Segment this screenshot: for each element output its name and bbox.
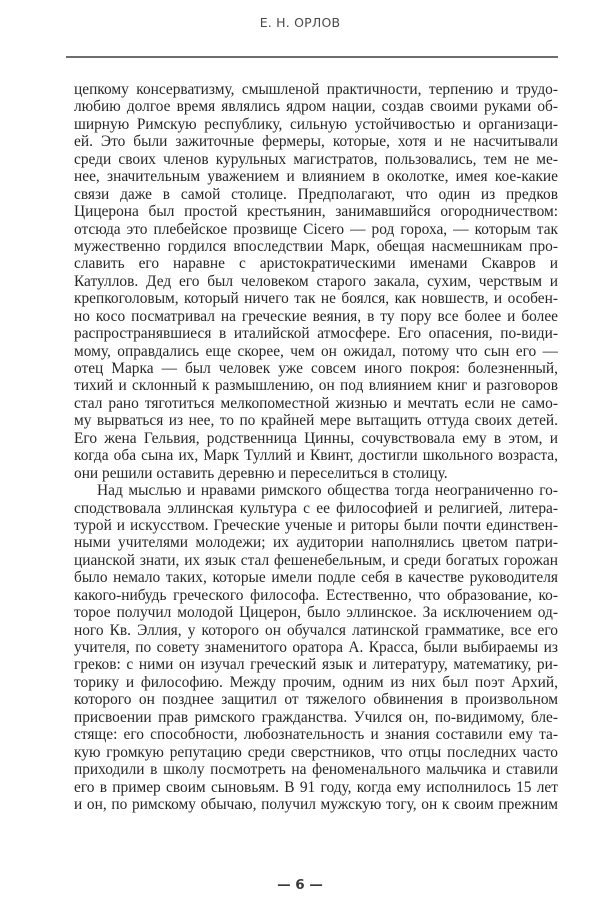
text-line: стяще: его способности, любознательность и знания составили ему та- bbox=[74, 726, 558, 744]
text-line: стал рано тяготиться мелкопоместной жизнью и мечтать если не само- bbox=[74, 394, 558, 412]
text-line: кую громкую репутацию среди сверстников, что отцы последних часто bbox=[74, 743, 558, 761]
text-line: связи даже в самой столице. Предполагают, что один из предков bbox=[74, 185, 558, 203]
text-line: приходили в школу посмотреть на феноменального мальчика и ставили bbox=[74, 761, 558, 779]
text-line: они решили оставить деревню и переселиться в столицу. bbox=[74, 464, 448, 482]
paragraph-1 bbox=[74, 81, 558, 482]
running-head: Е. Н. ОРЛОВ bbox=[259, 15, 341, 30]
text-line: Над мыслью и нравами римского общества тогда неограниченно го- bbox=[97, 482, 558, 500]
text-line: среди своих членов курульных магистратов, пользовались, тем не ме- bbox=[74, 150, 558, 168]
paragraph-2 bbox=[74, 482, 558, 813]
text-line: Его жена Гельвия, родственница Цинны, сочувствовала ему в этом, и bbox=[74, 429, 558, 447]
body-text bbox=[74, 81, 558, 813]
text-line: отсюда это плебейское прозвище Cicero — род гороха, — которым так bbox=[74, 220, 558, 238]
header-rule bbox=[66, 56, 558, 58]
text-line: отец Марка — был человек уже совсем иного покроя: болезненный, bbox=[74, 360, 558, 377]
text-line: любию долгое время являлись ядром нации, создав своими руками об- bbox=[74, 98, 558, 116]
text-line: ного Кв. Эллия, у которого он обучался латинской грамматике, все его bbox=[74, 621, 558, 639]
text-line: крепкоголовым, который ничего так не боялся, как новшеств, и особен- bbox=[74, 290, 558, 308]
text-line: Цицерона был простой крестьянин, занимавшийся огородничеством: bbox=[74, 203, 558, 221]
text-line: торое получил молодой Цицерон, было эллинское. За исключением од- bbox=[74, 604, 558, 622]
text-line: распространявшиеся в италийской атмосфере. Его опасения, по-види- bbox=[74, 325, 558, 343]
text-line: Катуллов. Дед его был человеком старого закала, сухим, черствым и bbox=[74, 272, 558, 290]
text-line: цепкому консерватизму, смышленой практичности, терпению и трудо- bbox=[74, 81, 558, 98]
text-line: присвоении прав римского гражданства. Учился он, по-видимому, бле- bbox=[74, 708, 558, 726]
text-line: турой и искусством. Греческие ученые и риторы были почти единствен- bbox=[74, 516, 558, 534]
text-line: цианской знати, их язык стал фешенебельным, и среди богатых горожан bbox=[74, 551, 558, 569]
text-line: его в пример своим сыновьям. В 91 году, когда ему исполнилось 15 лет bbox=[74, 778, 558, 796]
text-line: тихий и склонный к размышлению, он под влиянием книг и разговоров bbox=[74, 377, 558, 395]
page-number: — 6 — bbox=[277, 877, 323, 893]
text-line: мужественно гордился впоследствии Марк, обещая насмешникам про- bbox=[74, 237, 558, 255]
text-line: и он, по римскому обычаю, получил мужскую тогу, он к своим прежним bbox=[74, 795, 558, 813]
text-line: какого-нибудь греческого философа. Естественно, что образование, ко- bbox=[74, 586, 558, 604]
text-line: греков: с ними он изучал греческий язык и литературу, математику, ри- bbox=[74, 656, 558, 674]
text-line: ными учителями молодежи; их аудитории наполнялись цветом патри- bbox=[74, 534, 558, 552]
text-line: было немало таких, которые имели подле себя в качестве руководителя bbox=[74, 569, 558, 587]
text-line: ширную Римскую республику, сильную устойчивостью и организаци- bbox=[74, 115, 558, 133]
text-line: му вырваться из нее, то по крайней мере вытащить оттуда своих детей. bbox=[74, 412, 558, 430]
text-line: когда оба сына их, Марк Туллий и Квинт, достигли школьного возраста, bbox=[74, 447, 558, 465]
text-line: ей. Это были зажиточные фермеры, которые, хотя и не насчитывали bbox=[74, 133, 558, 151]
text-line: но косо посматривал на греческие веяния, в ту пору все более и более bbox=[74, 307, 558, 325]
text-line: которого он позднее защитил от тяжелого обвинения в произвольном bbox=[74, 691, 558, 709]
text-line: торику и философию. Между прочим, одним из них был поэт Архий, bbox=[74, 673, 558, 691]
text-line: учителя, по совету знаменитого оратора А. Красса, были выбираемы из bbox=[74, 639, 558, 656]
text-line: нее, значительным уважением и влиянием в околотке, имея кое-какие bbox=[74, 168, 558, 186]
text-line: славить его наравне с аристократическими именами Скавров и bbox=[74, 255, 558, 273]
text-line: сподствовала эллинская культура с ее философией и религией, литера- bbox=[74, 499, 558, 517]
text-line: мому, оправдались еще скорее, чем он ожидал, потому что сын его — bbox=[74, 342, 558, 360]
